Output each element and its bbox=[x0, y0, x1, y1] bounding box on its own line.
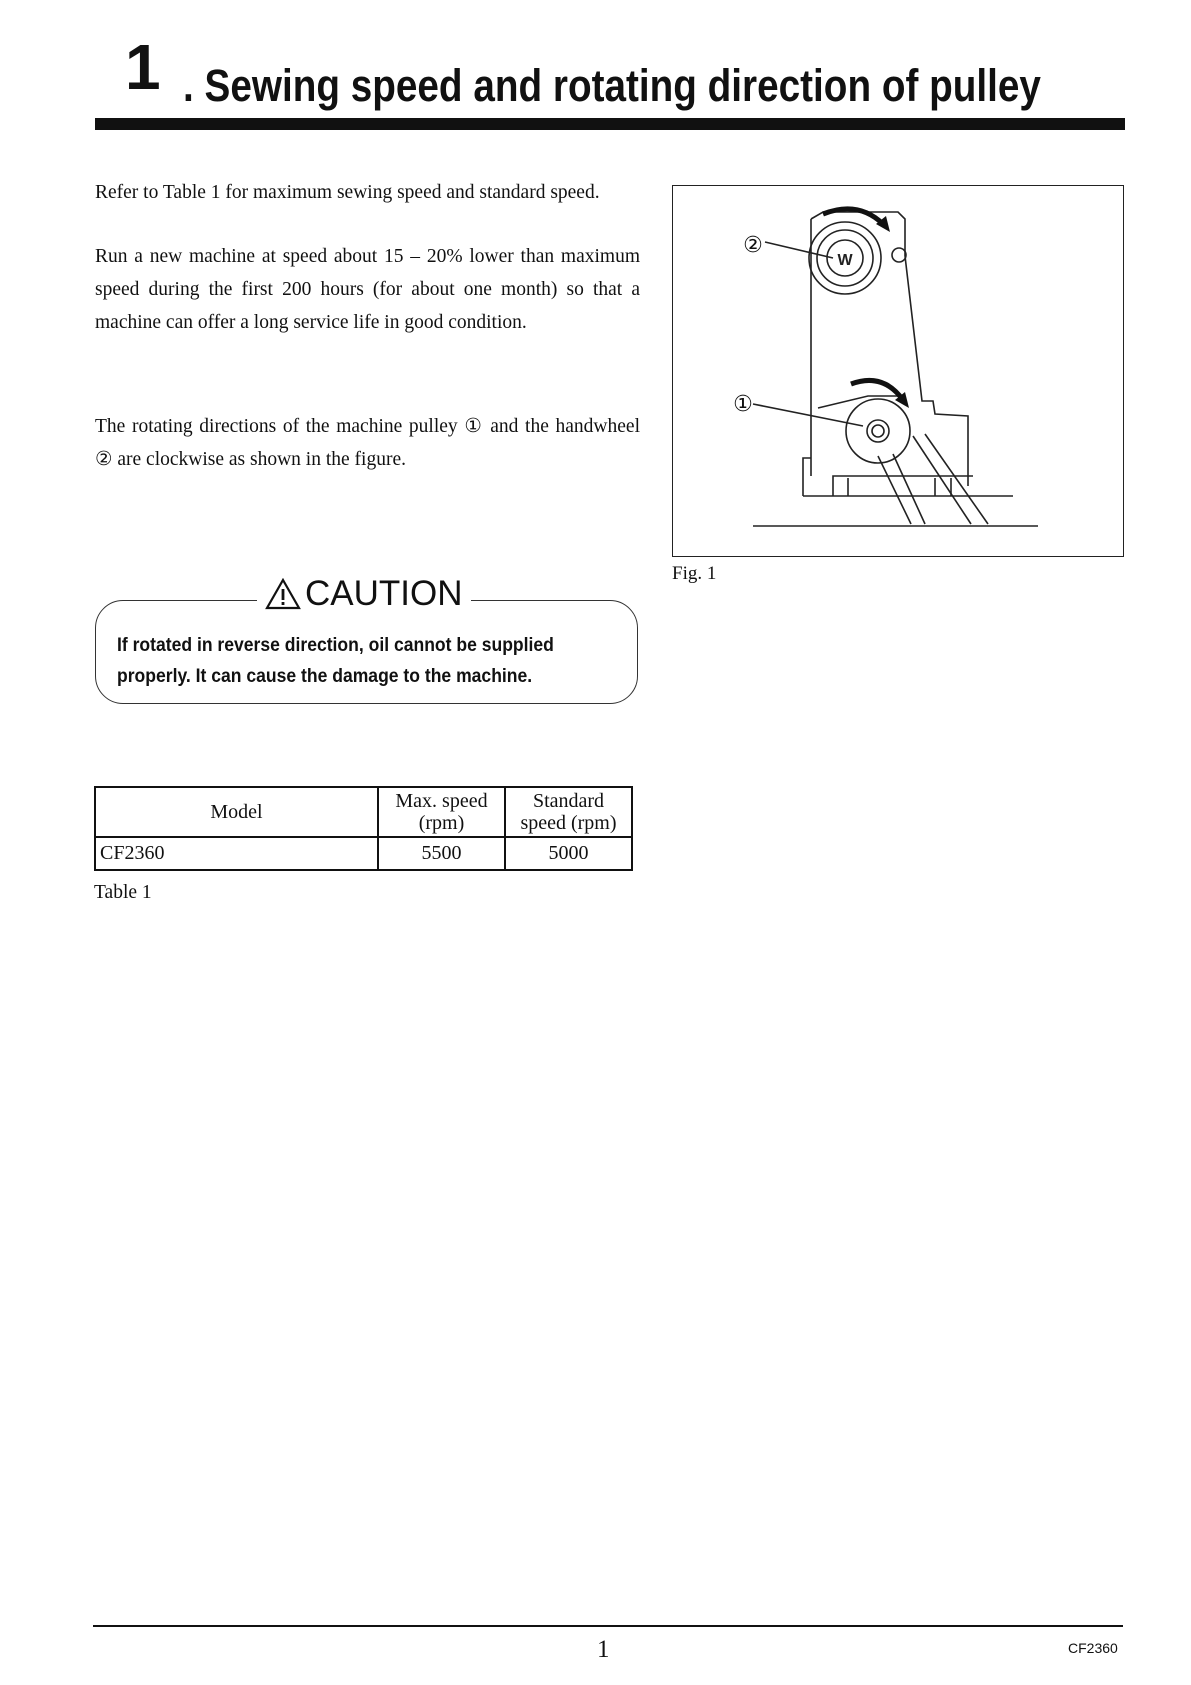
footer-rule bbox=[93, 1625, 1123, 1627]
header-max-speed bbox=[378, 787, 505, 837]
footer-model: CF2360 bbox=[1068, 1640, 1118, 1656]
table-caption: Table 1 bbox=[94, 882, 152, 903]
warning-icon bbox=[265, 578, 301, 610]
intro-paragraph: Refer to Table 1 for maximum sewing speed and standard speed. bbox=[95, 182, 600, 203]
cell-model: CF2360 bbox=[95, 837, 378, 870]
header-std-speed bbox=[505, 787, 632, 837]
table-header-row bbox=[95, 787, 632, 837]
heading-title: . Sewing speed and rotating direction of pulley bbox=[183, 60, 1041, 111]
header-std-speed-line1: Standard bbox=[532, 790, 605, 812]
figure-caption: Fig. 1 bbox=[672, 563, 717, 584]
cell-std-speed: 5000 bbox=[505, 837, 632, 870]
heading-rule bbox=[95, 118, 1125, 130]
figure-1 bbox=[672, 185, 1124, 557]
table-row bbox=[95, 837, 632, 870]
callout-1: ① bbox=[733, 392, 753, 417]
handwheel-rotation-arrow bbox=[823, 209, 883, 224]
break-in-paragraph: Run a new machine at speed about 15 – 20% lower than maximum speed during the first 200 hours (for about one month) so that a machine can offer a long service life in good condition. bbox=[95, 246, 640, 333]
handwheel-logo: W bbox=[837, 252, 853, 269]
heading-number: 1 bbox=[125, 31, 159, 103]
page-heading bbox=[95, 22, 1125, 122]
caution-heading bbox=[257, 574, 471, 614]
header-std-speed-line2: speed (rpm) bbox=[520, 812, 617, 834]
callout-2: ② bbox=[743, 233, 763, 258]
caution-title: CAUTION bbox=[305, 574, 463, 613]
cell-max-speed: 5500 bbox=[378, 837, 505, 870]
speed-table bbox=[94, 786, 633, 871]
page-number: 1 bbox=[597, 1636, 610, 1663]
pulley-rotation-arrow bbox=[851, 380, 903, 400]
header-max-speed-line2: (rpm) bbox=[418, 812, 465, 834]
caution-text: If rotated in reverse direction, oil cannot be supplied properly. It can cause the damage to the machine. bbox=[117, 634, 554, 687]
rotation-paragraph: The rotating directions of the machine pulley ① and the handwheel ② are clockwise as shown in the figure. bbox=[95, 416, 640, 470]
header-max-speed-line1: Max. speed bbox=[395, 790, 488, 812]
caution-box bbox=[95, 574, 640, 706]
machine-diagram bbox=[673, 186, 1122, 555]
header-model: Model bbox=[95, 787, 378, 837]
